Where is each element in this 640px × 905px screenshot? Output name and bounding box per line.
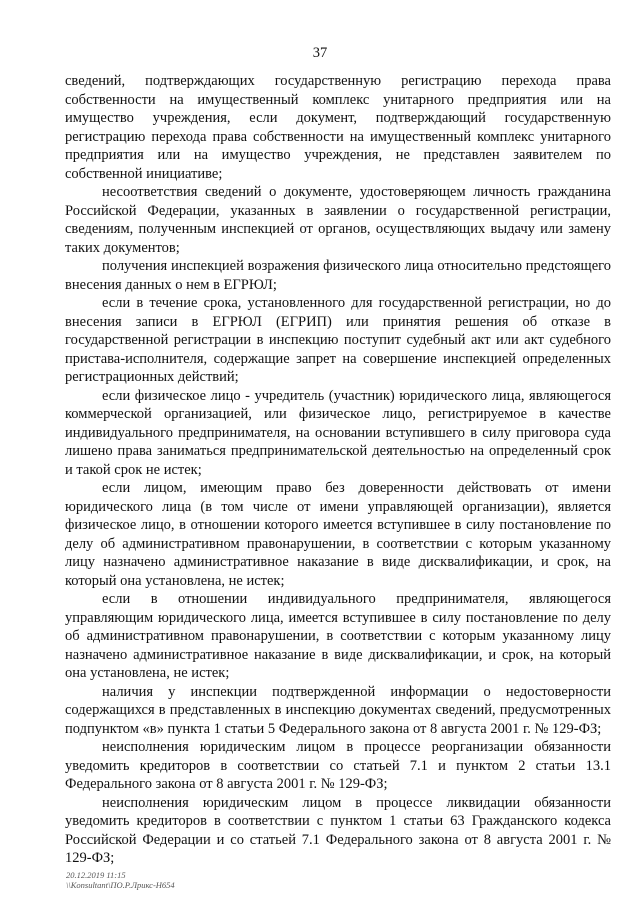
paragraph: если в течение срока, установленного для государственной регистрации, но до внесения записи в ЕГРЮЛ (ЕГРИП) или принятия решения об отказе в государственной регистрации в инспекцию поступит судебный акт или акт судебного пристава-исполнителя, содержащие запрет на совершение инспекцией определенных регистрационных действий; xyxy=(65,295,611,385)
paragraph: наличия у инспекции подтвержденной информации о недостоверности содержащихся в представленных в инспекцию документах сведений, предусмотренных подпунктом «в» пункта 1 статьи 5 Федерального закона от 8 августа 2001 г. № 129-ФЗ; xyxy=(65,683,611,737)
paragraph: неисполнения юридическим лицом в процессе реорганизации обязанности уведомить кредиторов в соответствии со статьей 7.1 и пунктом 2 статьи 13.1 Федерального закона от 8 августа 2001 г. № 129-ФЗ; xyxy=(65,739,611,792)
footer xyxy=(66,870,175,890)
body-text xyxy=(65,72,611,868)
paragraph: если лицом, имеющим право без доверенности действовать от имени юридического лица (в том числе от имени управляющей организации), является физическое лицо, в отношении которого имеется вступившее в силу постановление по делу об административном правонарушении, в соответствии с которым указанному лицу назначено административное наказание в виде дисквалификации, и срок, на который она установлена, не истек; xyxy=(65,480,611,589)
paragraph: если физическое лицо - учредитель (участник) юридического лица, являющегося коммерческой организацией, или физическое лицо, регистрируемое в качестве индивидуального предпринимателя, на основании вступившего в силу приговора суда лишено права заниматься предпринимательской деятельностью на определенный срок и такой срок не истек; xyxy=(65,387,611,478)
page-number: 37 xyxy=(312,45,328,61)
paragraph: сведений, подтверждающих государственную регистрацию перехода права собственности на имущественный комплекс унитарного предприятия или на имущество учреждения, если документ, подтверждающий государственную регистрацию перехода права собственности на имущественный комплекс унитарного предприятия или на имущество учреждения, не представлен заявителем по собственной инициативе; xyxy=(65,73,611,182)
paragraph: несоответствия сведений о документе, удостоверяющем личность гражданина Российской Федерации, указанных в заявлении о государственной регистрации, сведениям, полученным инспекцией от органов, осуществляющих выдачу или замену таких документов; xyxy=(65,184,611,256)
paragraph: неисполнения юридическим лицом в процессе ликвидации обязанности уведомить кредиторов в соответствии с пунктом 1 статьи 63 Гражданского кодекса Российской Федерации и со статьей 7.1 Федерального закона от 8 августа 2001 г. № 129-ФЗ; xyxy=(65,794,611,866)
footer-filepath: \\Konsultant\ПО.Р.Лрикс-Н654 xyxy=(66,880,175,890)
paragraph: получения инспекцией возражения физического лица относительно предстоящего внесения данных о нем в ЕГРЮЛ; xyxy=(65,258,611,293)
paragraph: если в отношении индивидуального предпринимателя, являющегося управляющим юридического лица, имеется вступившее в силу постановление по делу об административном правонарушении, в соответствии с которым указанному лицу назначено административное наказание в виде дисквалификации, и срок, на который она установлена, не истек; xyxy=(65,591,611,681)
footer-date: 20.12.2019 11:15 xyxy=(66,870,126,880)
